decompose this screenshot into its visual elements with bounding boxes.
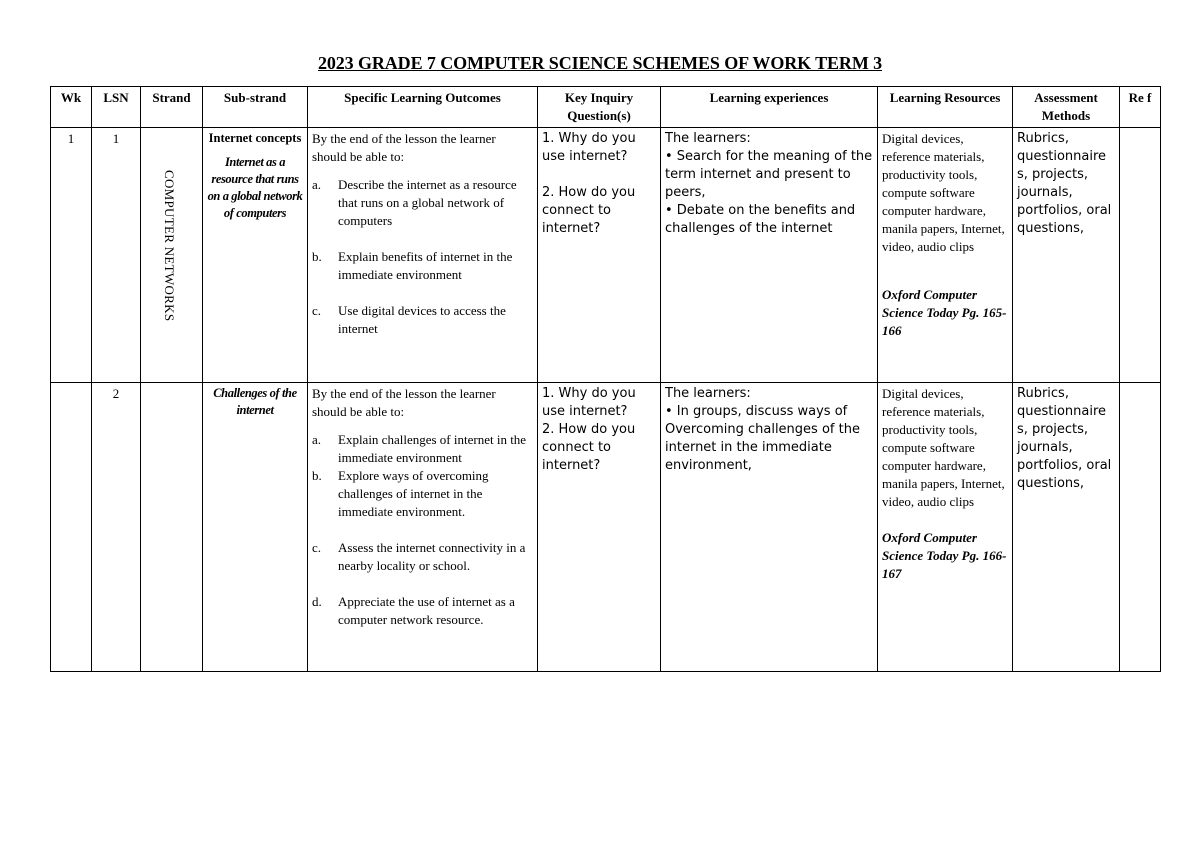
resources-cell: [878, 383, 1013, 672]
lesson-cell: 1: [92, 128, 141, 383]
lesson-cell: 2: [92, 383, 141, 672]
header-experiences: Learning experiences: [661, 87, 878, 128]
experience-item: • Search for the meaning of the term internet and present to peers,: [665, 149, 873, 200]
list-item: a. Explain challenges of internet in the immediate environment: [312, 432, 527, 465]
substrand-detail: Challenges of the internet: [213, 386, 297, 417]
strand-cell: [141, 383, 203, 672]
outcomes-intro: By the end of the lesson the learner should be able to:: [312, 386, 496, 419]
substrand-detail: Internet as a resource that runs on a global network of computers: [207, 155, 303, 220]
header-outcomes: Specific Learning Outcomes: [308, 87, 538, 128]
list-item: c. Assess the internet connectivity in a nearby locality or school.: [312, 540, 526, 573]
resources-text: Digital devices, reference materials, productivity tools, compute software computer hardware, manila papers, Internet, video, audio clips: [882, 131, 1005, 254]
book-reference: Oxford Computer Science Today Pg. 165-166: [882, 287, 1007, 338]
table-row: [51, 383, 1161, 672]
strand-cell: [141, 128, 203, 383]
inquiry-question: 1. Why do you use internet?: [542, 386, 636, 419]
inquiry-cell: [538, 128, 661, 383]
inquiry-question: 1. Why do you use internet?: [542, 131, 636, 164]
inquiry-cell: [538, 383, 661, 672]
list-item: a. Describe the internet as a resource that runs on a global network of computers: [312, 177, 517, 228]
header-inquiry: Key Inquiry Question(s): [538, 87, 661, 128]
header-row: [51, 87, 1161, 128]
outcomes-intro: By the end of the lesson the learner should be able to:: [312, 131, 496, 164]
substrand-cell: [203, 128, 308, 383]
outcomes-cell: [308, 383, 538, 672]
assessment-cell: Rubrics, questionnaire s, projects, journals, portfolios, oral questions,: [1013, 128, 1120, 383]
experiences-intro: The learners:: [665, 386, 751, 401]
list-item: d. Appreciate the use of internet as a computer network resource.: [312, 594, 515, 627]
experiences-cell: [661, 383, 878, 672]
week-cell: 1: [51, 128, 92, 383]
strand-label: COMPUTER NETWORKS: [162, 170, 177, 322]
header-strand: Strand: [141, 87, 203, 128]
header-assessment: Assessment Methods: [1013, 87, 1120, 128]
outcomes-cell: [308, 128, 538, 383]
page-title: 2023 GRADE 7 COMPUTER SCIENCE SCHEMES OF WORK TERM 3: [317, 53, 883, 73]
outcomes-list: [312, 176, 533, 338]
list-item: b. Explain benefits of internet in the immediate environment: [312, 249, 513, 282]
assessment-cell: Rubrics, questionnaire s, projects, journals, portfolios, oral questions,: [1013, 383, 1120, 672]
experience-item: • In groups, discuss ways of Overcoming challenges of the internet in the immediate environment,: [665, 404, 860, 473]
resources-cell: [878, 128, 1013, 383]
experience-item: • Debate on the benefits and challenges of the internet: [665, 203, 856, 236]
list-item: b. Explore ways of overcoming challenges of internet in the immediate environment.: [312, 468, 489, 519]
experiences-cell: [661, 128, 878, 383]
outcomes-list: [312, 431, 533, 629]
substrand-title: Internet concepts: [208, 131, 302, 145]
inquiry-question: 2. How do you connect to internet?: [542, 422, 636, 473]
scheme-table: [50, 86, 1161, 672]
header-substrand: Sub-strand: [203, 87, 308, 128]
book-reference: Oxford Computer Science Today Pg. 166-167: [882, 530, 1007, 581]
table-row: [51, 128, 1161, 383]
experiences-intro: The learners:: [665, 131, 751, 146]
ref-cell: [1120, 128, 1161, 383]
header-resources: Learning Resources: [878, 87, 1013, 128]
header-lsn: LSN: [92, 87, 141, 128]
header-wk: Wk: [51, 87, 92, 128]
header-ref: Re f: [1120, 87, 1161, 128]
week-cell: [51, 383, 92, 672]
ref-cell: [1120, 383, 1161, 672]
inquiry-question: 2. How do you connect to internet?: [542, 185, 636, 236]
substrand-cell: [203, 383, 308, 672]
resources-text: Digital devices, reference materials, productivity tools, compute software computer hardware, manila papers, Internet, video, audio clips: [882, 386, 1005, 509]
list-item: c. Use digital devices to access the internet: [312, 303, 506, 336]
